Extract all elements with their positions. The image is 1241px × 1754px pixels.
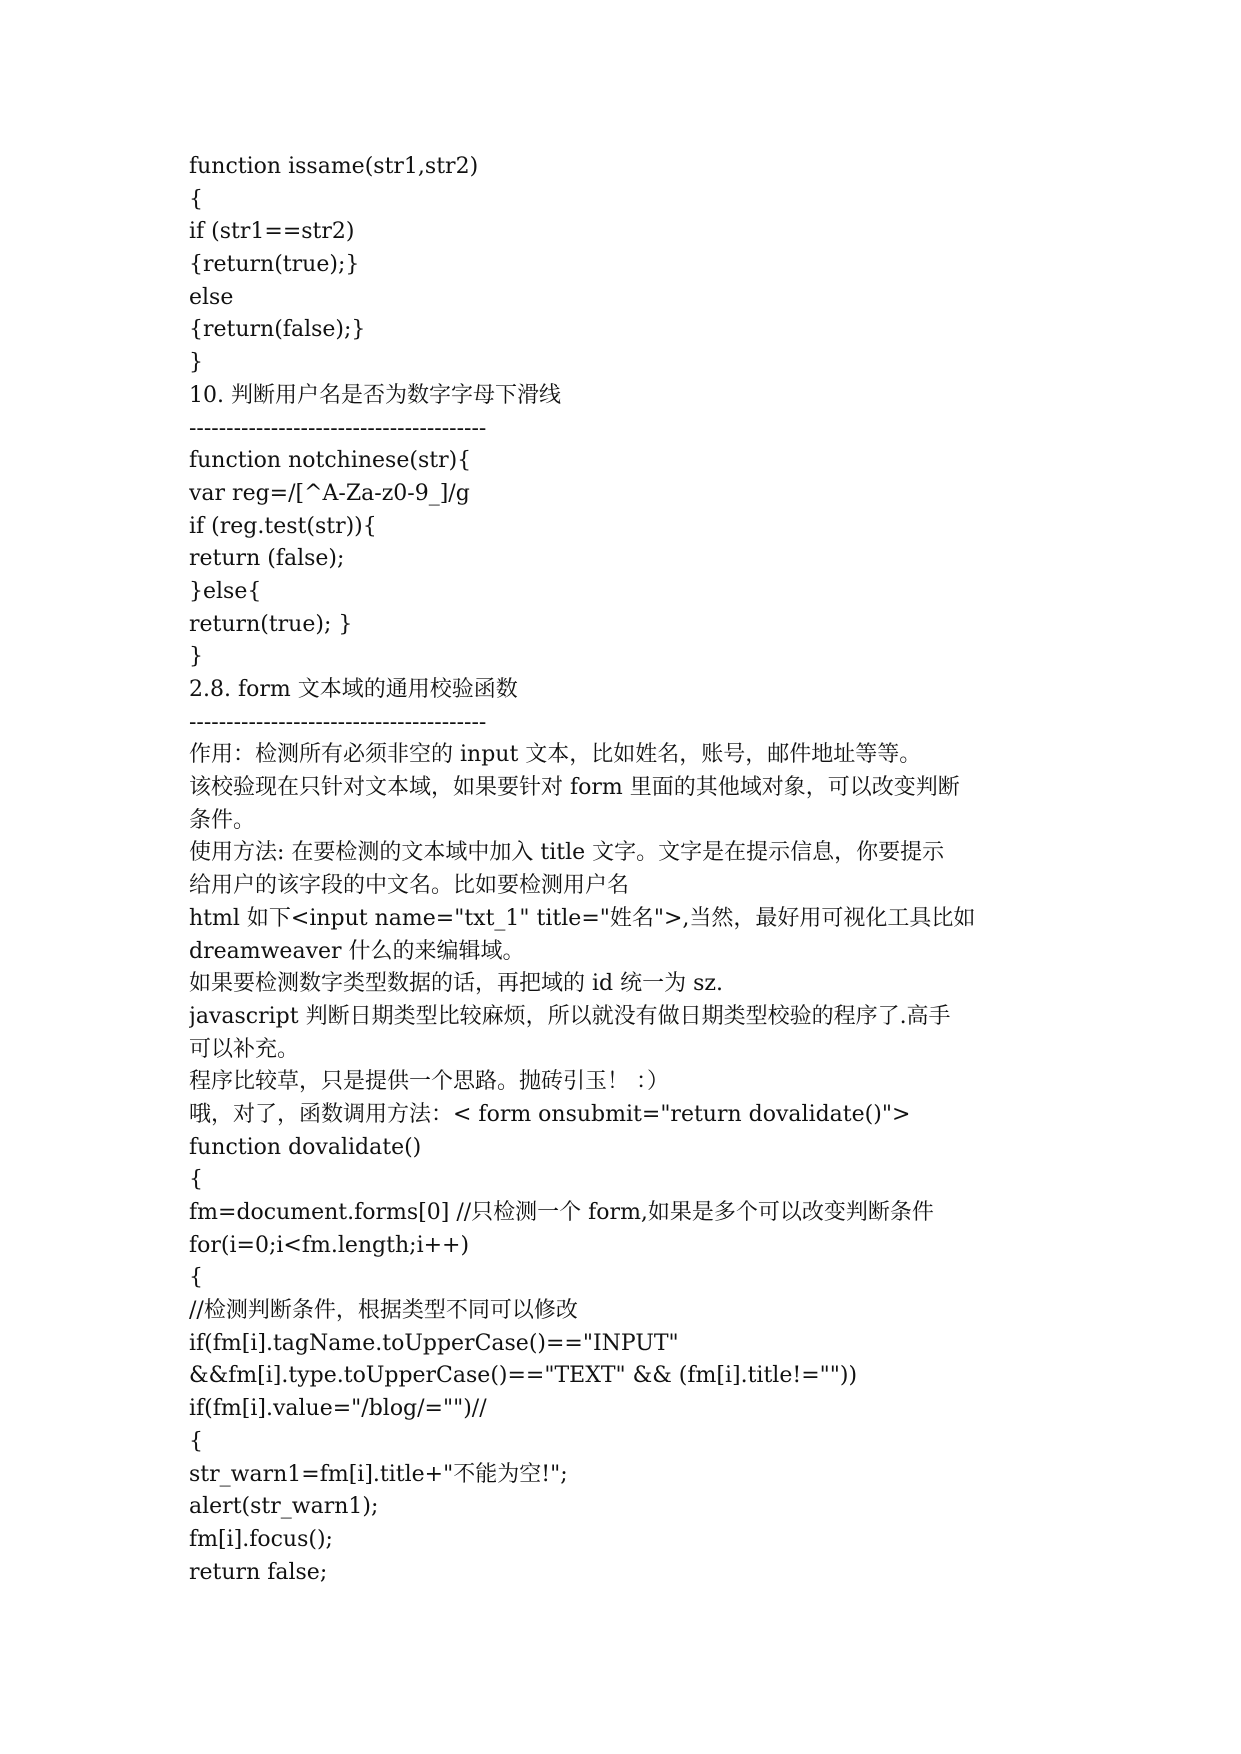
code-line: var reg=/[^A-Za-z0-9_]/g <box>189 480 470 506</box>
paragraph-line: html 如下<input name="txt_1" title="姓名">,当然，最好用可视化工具比如 <box>189 905 976 931</box>
paragraph-line: 条件。 <box>189 807 256 833</box>
code-line: if(fm[i].value="/blog/="")// <box>189 1396 487 1422</box>
paragraph-line: 给用户的该字段的中文名。比如要检测用户名 <box>189 873 630 899</box>
code-line: return(true); } <box>189 611 353 637</box>
code-line: { <box>189 186 203 212</box>
paragraph-line: 该校验现在只针对文本域，如果要针对 form 里面的其他域对象，可以改变判断 <box>189 775 960 801</box>
paragraph-line: 如果要检测数字类型数据的话，再把域的 id 统一为 sz. <box>189 971 723 997</box>
code-line: { <box>189 1428 203 1454</box>
paragraph-line: 可以补充。 <box>189 1036 300 1062</box>
code-line: } <box>189 644 203 670</box>
paragraph-line: 哦，对了，函数调用方法：< form onsubmit="return dovalidate()"> <box>189 1101 911 1127</box>
code-line: if (str1==str2) <box>189 219 355 245</box>
code-line: if(fm[i].tagName.toUpperCase()=="INPUT" <box>189 1330 679 1356</box>
section-heading: 2.8. form 文本域的通用校验函数 <box>189 677 518 702</box>
section-heading: 10. 判断用户名是否为数字字母下滑线 <box>189 382 561 408</box>
code-line: function notchinese(str){ <box>189 448 472 474</box>
divider-line: ---------------------------------------- <box>189 709 487 735</box>
code-line: if (reg.test(str)){ <box>189 513 377 539</box>
paragraph-line: javascript 判断日期类型比较麻烦，所以就没有做日期类型校验的程序了.高手 <box>189 1003 951 1029</box>
code-line: //检测判断条件，根据类型不同可以修改 <box>189 1298 578 1324</box>
paragraph-line: 使用方法: 在要检测的文本域中加入 title 文字。文字是在提示信息，你要提示 <box>189 840 945 866</box>
code-line: } <box>189 350 203 376</box>
paragraph-line: 程序比较草，只是提供一个思路。抛砖引玉！ ：） <box>189 1069 669 1095</box>
code-line: else <box>189 284 234 310</box>
document-body <box>189 151 1069 1589</box>
code-line: alert(str_warn1); <box>189 1494 379 1520</box>
code-line: &&fm[i].type.toUpperCase()=="TEXT" && (fm[i].title!="")) <box>189 1363 858 1389</box>
code-line: function dovalidate() <box>189 1134 422 1160</box>
code-line: str_warn1=fm[i].title+"不能为空!"; <box>189 1461 568 1487</box>
code-line: for(i=0;i<fm.length;i++) <box>189 1232 470 1258</box>
code-line: }else{ <box>189 578 262 604</box>
code-line: fm=document.forms[0] //只检测一个 form,如果是多个可以改变判断条件 <box>189 1200 934 1225</box>
code-line: fm[i].focus(); <box>189 1526 333 1552</box>
paragraph-line: 作用：检测所有必须非空的 input 文本，比如姓名，账号，邮件地址等等。 <box>189 742 922 768</box>
code-line: { <box>189 1265 203 1291</box>
code-line: { <box>189 1167 203 1193</box>
code-line: return false; <box>189 1559 328 1585</box>
paragraph-line: dreamweaver 什么的来编辑域。 <box>189 938 525 964</box>
divider-line: ---------------------------------------- <box>189 415 487 441</box>
code-line: return (false); <box>189 546 345 572</box>
code-line: function issame(str1,str2) <box>189 154 479 179</box>
code-line: {return(false);} <box>189 317 366 343</box>
code-line: {return(true);} <box>189 252 360 278</box>
